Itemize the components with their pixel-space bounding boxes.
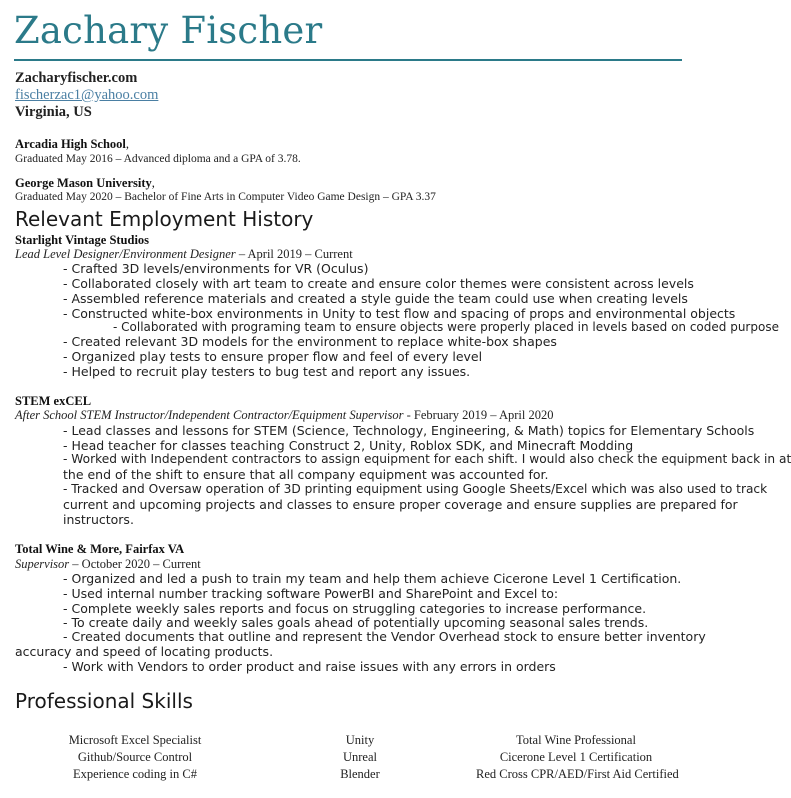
education-school: George Mason University, <box>15 176 155 190</box>
job-bullet: - Complete weekly sales reports and focus on struggling categories to increase performance. <box>63 601 647 616</box>
job-bullet: - Tracked and Oversaw operation of 3D printing equipment using Google Sheets/Excel which was also used to track <box>63 482 768 496</box>
skill-item: Blender <box>340 767 380 781</box>
education-school: Arcadia High School, <box>15 137 130 151</box>
job-role: Lead Level Designer/Environment Designer – April 2019 – Current <box>15 247 353 261</box>
job-role: Supervisor – October 2020 – Current <box>15 557 201 571</box>
job-employer: Starlight Vintage Studios <box>15 233 150 247</box>
job-bullet: - To create daily and weekly sales goals ahead of potentially upcoming seasonal sales trends. <box>63 615 649 630</box>
job-bullet: - Crafted 3D levels/environments for VR (Oculus) <box>63 261 369 276</box>
job-bullet: - Head teacher for classes teaching Construct 2, Unity, Roblox SDK, and Minecraft Modding <box>63 438 634 453</box>
job-bullet: - Work with Vendors to order product and raise issues with any errors in orders <box>63 659 556 674</box>
website: Zacharyfischer.com <box>15 70 138 86</box>
location: Virginia, US <box>15 104 92 120</box>
job-sub-bullet: - Collaborated with programing team to ensure objects were properly placed in levels based on coded purpose <box>113 320 779 334</box>
job-bullet: instructors. <box>63 512 134 527</box>
job-bullet: - Organized and led a push to train my team and help them achieve Cicerone Level 1 Certification. <box>63 571 682 586</box>
job-bullet: - Worked with Independent contractors to assign equipment for each shift. I would also check the equipment back in at <box>63 452 791 466</box>
education-detail: Graduated May 2020 – Bachelor of Fine Arts in Computer Video Game Design – GPA 3.37 <box>15 191 436 203</box>
job-employer: Total Wine & More, Fairfax VA <box>15 542 185 556</box>
skill-item: Unreal <box>342 750 377 764</box>
job-bullet: - Created relevant 3D models for the environment to replace white-box shapes <box>63 334 557 349</box>
job-bullet: the end of the shift to ensure that all company equipment was accounted for. <box>63 467 549 482</box>
job-bullet: - Helped to recruit play testers to bug test and report any issues. <box>63 364 471 379</box>
skill-item: Cicerone Level 1 Certification <box>499 750 653 764</box>
candidate-name: Zachary Fischer <box>14 9 323 52</box>
job-bullet: - Used internal number tracking software PowerBI and SharePoint and Excel to: <box>63 586 559 601</box>
header-rule <box>14 59 682 61</box>
job-bullet-continuation: accuracy and speed of locating products. <box>15 644 274 659</box>
email-link[interactable]: fischerzac1@yahoo.com <box>15 87 159 103</box>
job-bullet: - Collaborated closely with art team to create and ensure color themes were consistent across levels <box>63 276 694 291</box>
skills-heading: Professional Skills <box>15 689 193 713</box>
education-detail: Graduated May 2016 – Advanced diploma and a GPA of 3.78. <box>15 153 301 165</box>
skill-item: Red Cross CPR/AED/First Aid Certified <box>476 767 679 781</box>
skill-item: Total Wine Professional <box>516 733 636 747</box>
skill-item: Experience coding in C# <box>73 767 197 781</box>
job-bullet: - Assembled reference materials and created a style guide the team could use when creating levels <box>63 291 688 306</box>
skill-item: Unity <box>345 733 375 747</box>
job-bullet: - Organized play tests to ensure proper flow and feel of every level <box>63 349 483 364</box>
skill-item: Microsoft Excel Specialist <box>68 733 202 747</box>
job-bullet: current and upcoming projects and classes to ensure proper coverage and ensure supplies are prepared for <box>63 497 738 512</box>
job-role: After School STEM Instructor/Independent Contractor/Equipment Supervisor - February 2019 – April 2020 <box>15 408 554 422</box>
job-bullet: - Created documents that outline and represent the Vendor Overhead stock to ensure better inventory <box>63 629 706 644</box>
skill-item: Github/Source Control <box>77 750 193 764</box>
job-employer: STEM exCEL <box>15 394 92 408</box>
employment-heading: Relevant Employment History <box>15 207 314 231</box>
job-bullet: - Lead classes and lessons for STEM (Science, Technology, Engineering, & Math) topics for Elementary Schools <box>63 423 755 438</box>
job-bullet: - Constructed white-box environments in Unity to test flow and spacing of props and environmental objects <box>63 306 736 321</box>
